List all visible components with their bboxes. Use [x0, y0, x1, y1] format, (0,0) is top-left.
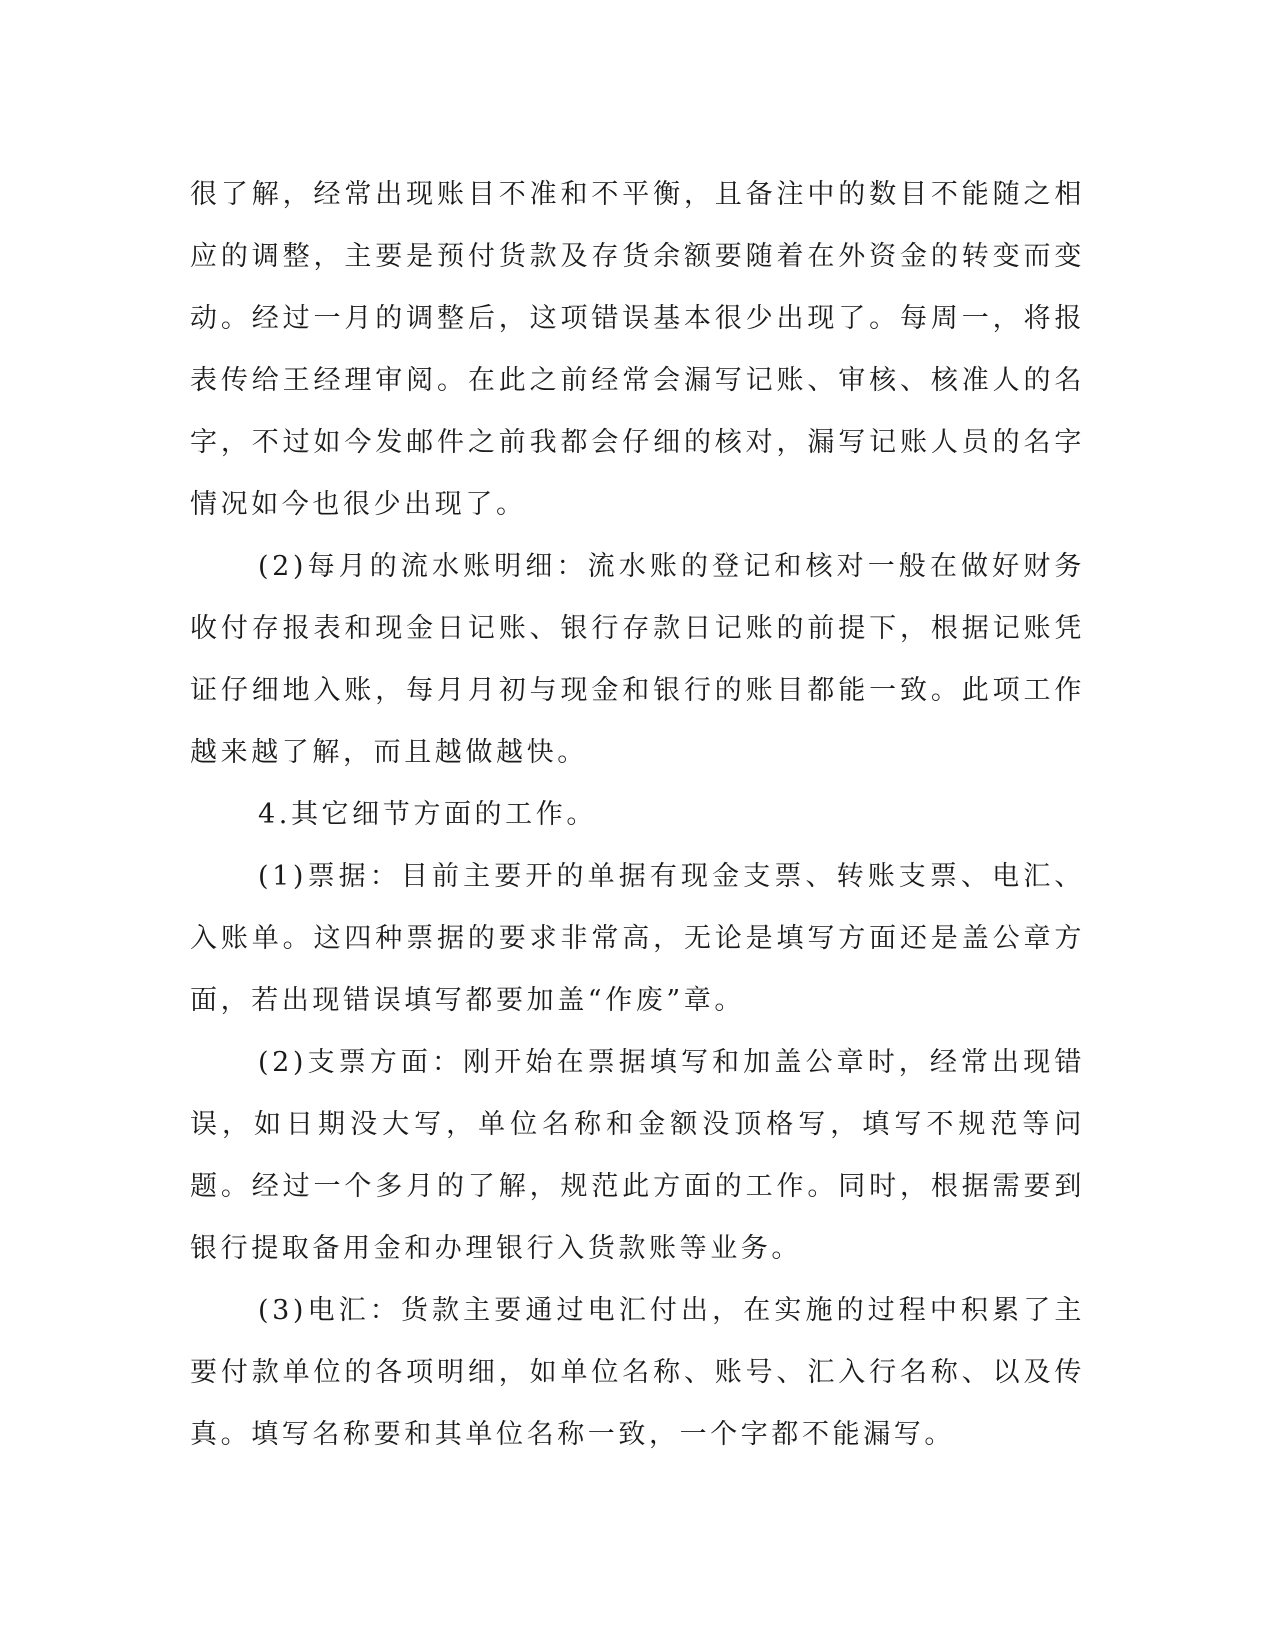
- paragraph-wire-transfer: (3)电汇：货款主要通过电汇付出，在实施的过程中积累了主要付款单位的各项明细，如单位名称、账号、汇入行名称、以及传真。填写名称要和其单位名称一致，一个字都不能漏写。: [190, 1295, 1085, 1450]
- paragraph-continued: 很了解，经常出现账目不准和不平衡，且备注中的数目不能随之相应的调整，主要是预付货款及存货余额要随着在外资金的转变而变动。经过一月的调整后，这项错误基本很少出现了。每周一，将报表传给王经理审阅。在此之前经常会漏写记账、审核、核准人的名字，不过如今发邮件之前我都会仔细的核对，漏写记账人员的名字情况如今也很少出现了。: [190, 179, 1085, 520]
- paragraph-bills: (1)票据：目前主要开的单据有现金支票、转账支票、电汇、入账单。这四种票据的要求非常高，无论是填写方面还是盖公章方面，若出现错误填写都要加盖“作废”章。: [190, 861, 1085, 1016]
- paragraph-cheques: (2)支票方面：刚开始在票据填写和加盖公章时，经常出现错误，如日期没大写，单位名称和金额没顶格写，填写不规范等问题。经过一个多月的了解，规范此方面的工作。同时，根据需要到银行提取备用金和办理银行入货款账等业务。: [190, 1047, 1085, 1264]
- document-body: [190, 164, 1085, 1466]
- paragraph-ledger-details: (2)每月的流水账明细：流水账的登记和核对一般在做好财务收付存报表和现金日记账、银行存款日记账的前提下，根据记账凭证仔细地入账，每月月初与现金和银行的账目都能一致。此项工作越来越了解，而且越做越快。: [190, 551, 1085, 768]
- section-heading-other-details: 4.其它细节方面的工作。: [258, 799, 597, 830]
